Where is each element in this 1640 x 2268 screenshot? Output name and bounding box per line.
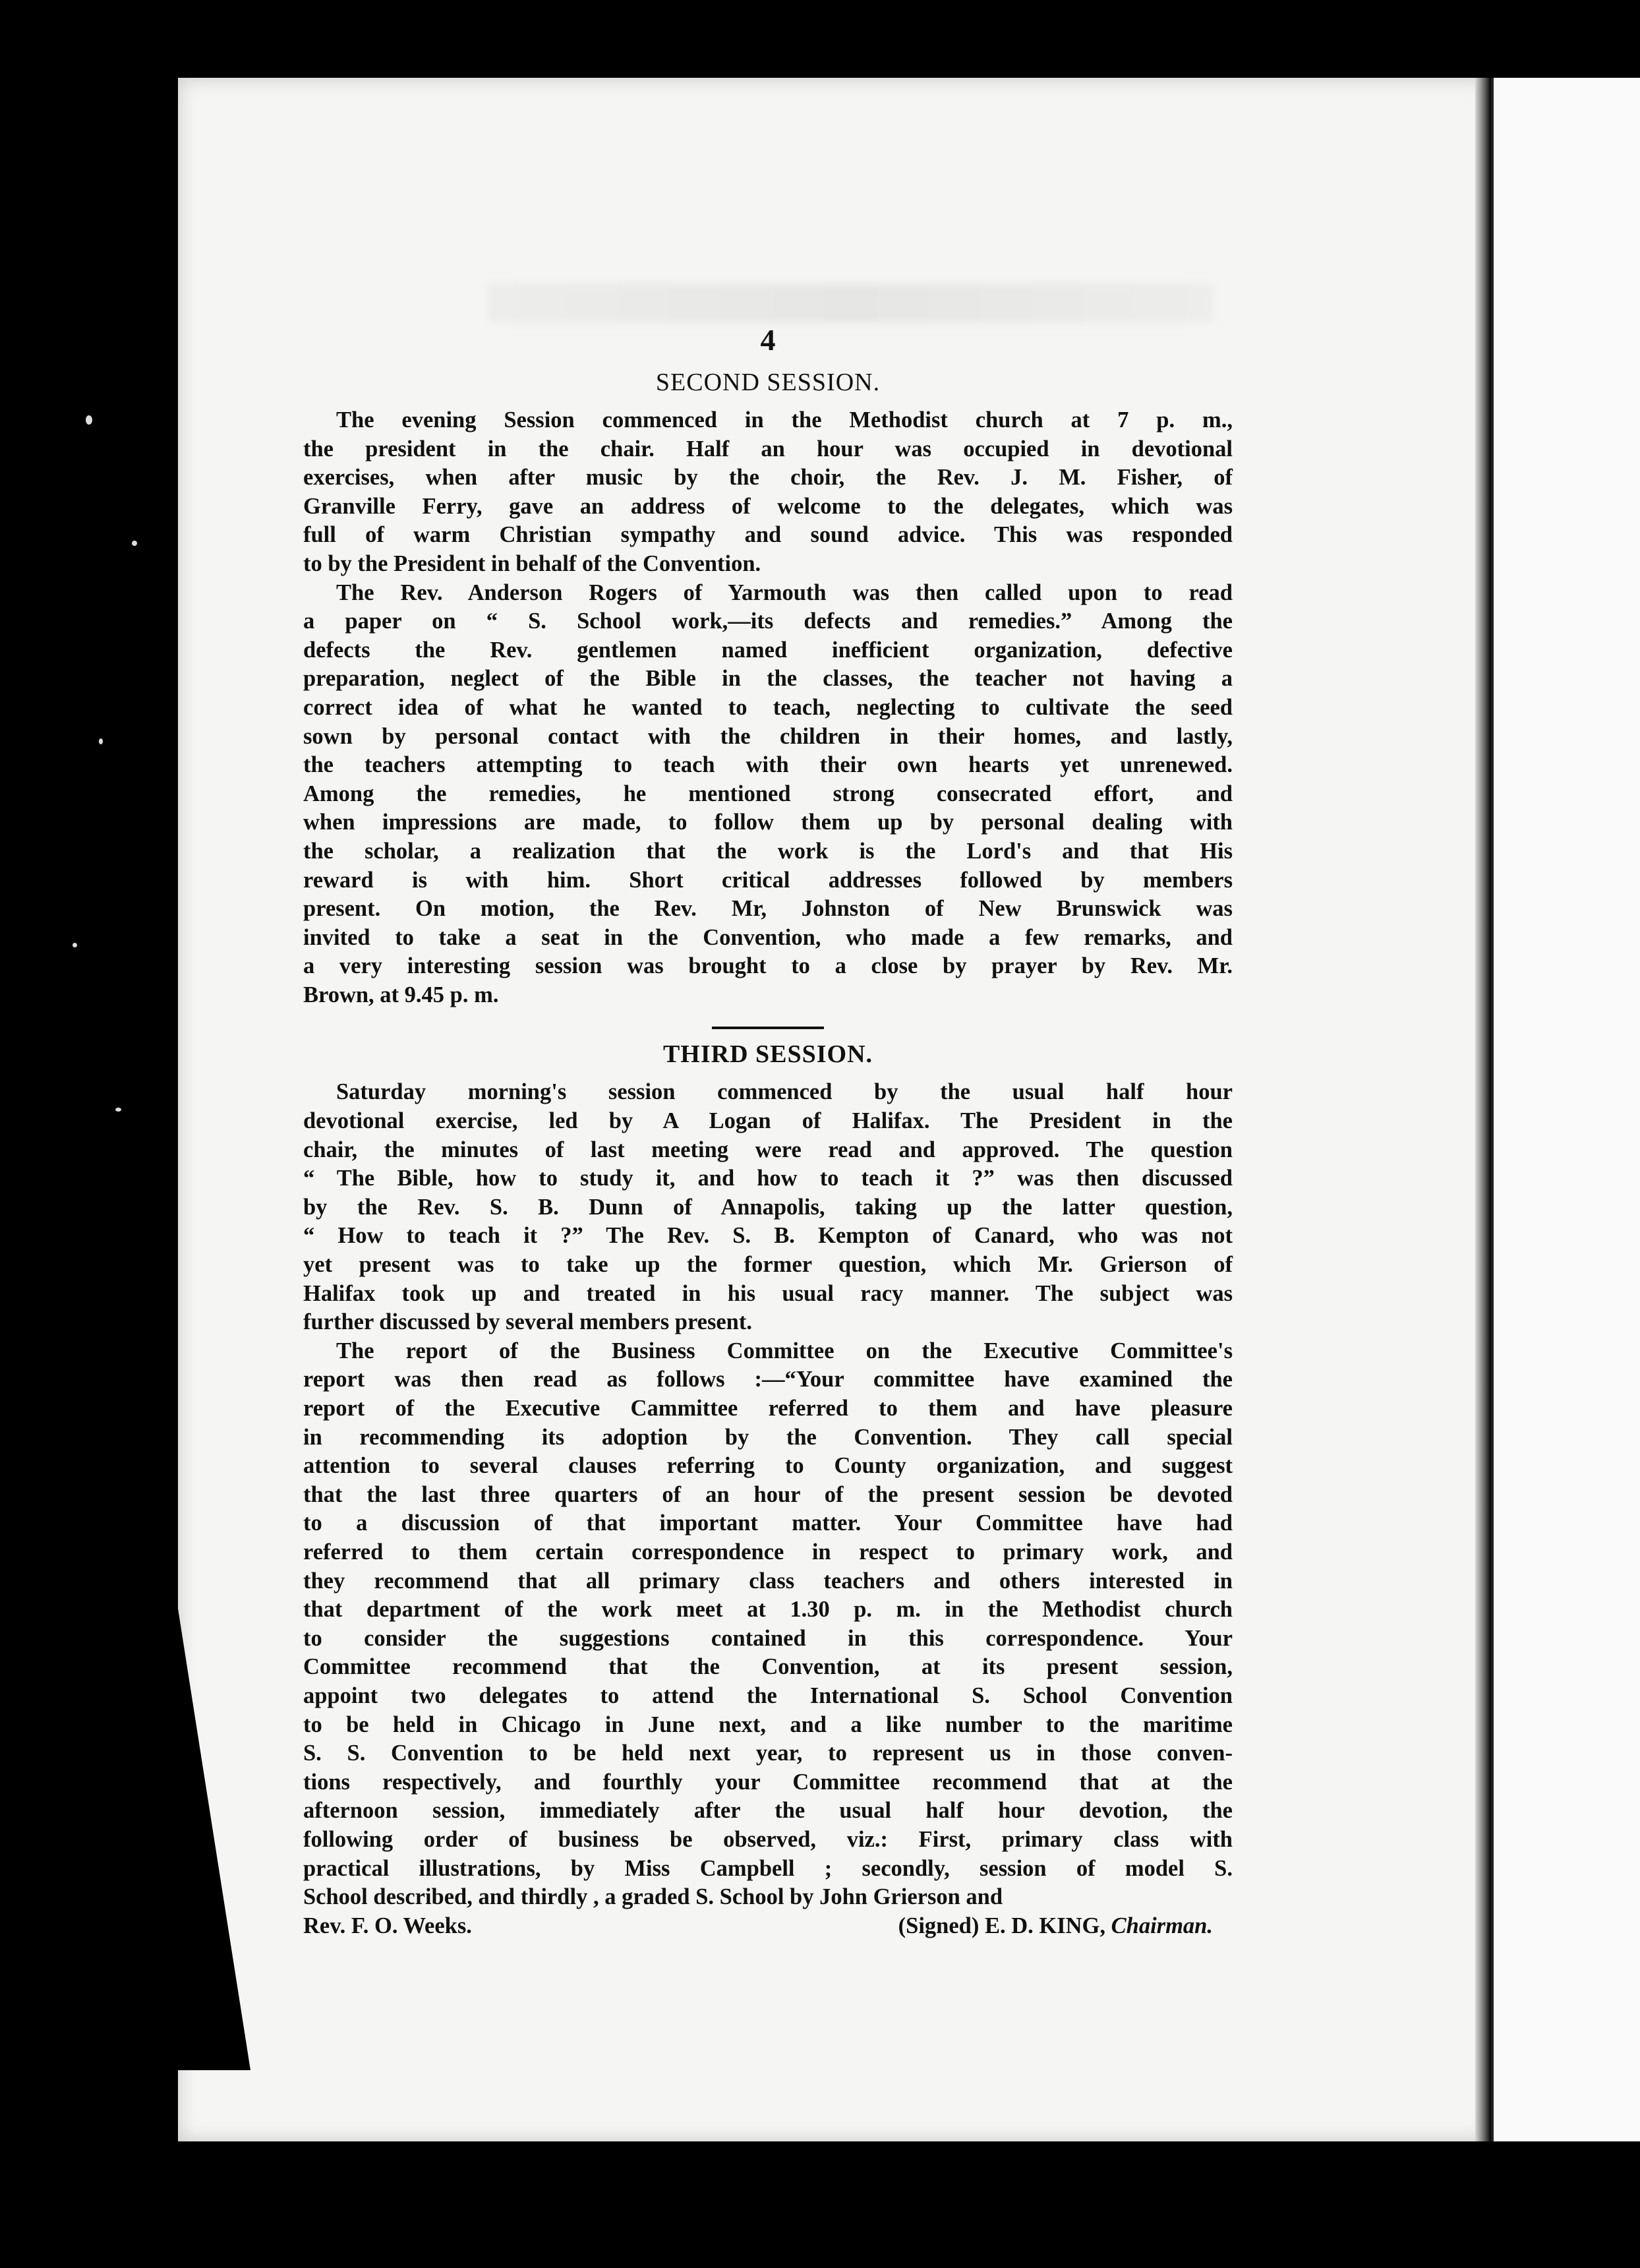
text-line: the teachers attempting to teach with their own hearts yet unrenewed. <box>303 752 1233 778</box>
text-line: to by the President in behalf of the Convention. <box>303 551 761 576</box>
page-number: 4 <box>760 323 776 357</box>
second-session-heading: SECOND SESSION. <box>655 369 881 396</box>
third-session-heading: THIRD SESSION. <box>662 1040 873 1069</box>
text-line: defects the Rev. gentlemen named inefficient organization, defective <box>303 637 1233 663</box>
paragraph <box>303 1337 1233 1912</box>
text-line: reward is with him. Short critical addresses followed by members <box>303 867 1233 893</box>
signature-line <box>303 1912 1233 1941</box>
text-line: referred to them certain correspondence in respect to primary work, and <box>303 1539 1233 1565</box>
third-session-section <box>303 1038 1233 1940</box>
dust-speck <box>86 415 92 425</box>
text-line: “ The Bible, how to study it, and how to teach it ?” was then discussed <box>303 1166 1233 1191</box>
text-line: correct idea of what he wanted to teach, neglecting to cultivate the seed <box>303 694 1233 720</box>
paragraph <box>303 406 1233 579</box>
text-line: attention to several clauses referring to County organization, and suggest <box>303 1453 1233 1479</box>
text-line: a paper on “ S. School work,—its defects and remedies.” Among the <box>303 609 1233 634</box>
signed-title: Chairman. <box>1111 1913 1213 1938</box>
text-line: that the last three quarters of an hour of the present session be devoted <box>303 1481 1233 1507</box>
text-line: by the Rev. S. B. Dunn of Annapolis, taking up the latter question, <box>303 1194 1233 1220</box>
text-line: Saturday morning's session commenced by the usual half hour <box>336 1079 1233 1105</box>
text-line: tions respectively, and fourthly your Committee recommend that at the <box>303 1769 1233 1795</box>
text-line: in recommending its adoption by the Convention. They call special <box>303 1424 1233 1450</box>
text-line: Halifax took up and treated in his usual racy manner. The subject was <box>303 1280 1233 1306</box>
text-line: the president in the chair. Half an hour was occupied in devotional <box>303 436 1233 462</box>
text-line: they recommend that all primary class teachers and others interested in <box>303 1568 1233 1594</box>
dust-speck <box>115 1108 121 1112</box>
text-line: the scholar, a realization that the work is the Lord's and that His <box>303 838 1233 864</box>
text-line: afternoon session, immediately after the usual half hour devotion, the <box>303 1798 1233 1824</box>
adjacent-page-edge <box>1491 78 1640 2141</box>
text-line: yet present was to take up the former question, which Mr. Grierson of <box>303 1252 1233 1278</box>
text-line: to be held in Chicago in June next, and a like number to the maritime <box>303 1712 1233 1737</box>
text-line: full of warm Christian sympathy and sound advice. This was responded <box>303 522 1233 548</box>
signed-name: (Signed) E. D. KING, <box>898 1913 1106 1938</box>
signed-block <box>898 1912 1213 1941</box>
second-session-section <box>303 367 1233 1009</box>
text-line: exercises, when after music by the choir, the Rev. J. M. Fisher, of <box>303 465 1233 491</box>
text-line: The report of the Business Committee on the Executive Committee's <box>336 1338 1233 1363</box>
paragraph <box>303 579 1233 1010</box>
text-line: Among the remedies, he mentioned strong consecrated effort, and <box>303 781 1233 806</box>
third-session-body <box>303 1078 1233 1911</box>
bleed-through-text <box>488 284 1213 323</box>
text-line: when impressions are made, to follow them up by personal dealing with <box>303 810 1233 835</box>
closing-name: Rev. F. O. Weeks. <box>303 1913 472 1938</box>
page-content <box>303 322 1233 1940</box>
text-line: sown by personal contact with the children in their homes, and lastly, <box>303 723 1233 749</box>
text-line: appoint two delegates to attend the International S. School Convention <box>303 1683 1233 1708</box>
text-line: further discussed by several members present. <box>303 1309 752 1335</box>
text-line: Brown, at 9.45 p. m. <box>303 982 499 1007</box>
text-line: practical illustrations, by Miss Campbell ; secondly, session of model S. <box>303 1855 1233 1881</box>
text-line: that department of the work meet at 1.30 p. m. in the Methodist church <box>303 1597 1233 1623</box>
section-divider <box>712 1027 824 1029</box>
text-line: The Rev. Anderson Rogers of Yarmouth was then called upon to read <box>336 580 1233 605</box>
dust-speck <box>132 541 137 546</box>
text-line: to consider the suggestions contained in this correspondence. Your <box>303 1625 1233 1651</box>
text-line: a very interesting session was brought to a close by prayer by Rev. Mr. <box>303 953 1233 979</box>
text-line: invited to take a seat in the Convention, who made a few remarks, and <box>303 924 1233 950</box>
text-line: devotional exercise, led by A Logan of Halifax. The President in the <box>303 1108 1233 1134</box>
text-line: School described, and thirdly , a graded S. School by John Grierson and <box>303 1884 1003 1910</box>
text-line: preparation, neglect of the Bible in the classes, the teacher not having a <box>303 666 1233 692</box>
text-line: to a discussion of that important matter. Your Committee have had <box>303 1510 1233 1536</box>
paragraph <box>303 1078 1233 1336</box>
text-line: Committee recommend that the Convention, at its present session, <box>303 1654 1233 1680</box>
second-session-body <box>303 406 1233 1009</box>
text-line: S. S. Convention to be held next year, to represent us in those conven- <box>303 1741 1233 1766</box>
dust-speck <box>99 738 103 744</box>
text-line: report of the Executive Cammittee referred to them and have pleasure <box>303 1396 1233 1421</box>
text-line: Granville Ferry, gave an address of welcome to the delegates, which was <box>303 493 1233 519</box>
text-line: The evening Session commenced in the Methodist church at 7 p. m., <box>336 407 1233 433</box>
dust-speck <box>73 943 77 947</box>
text-line: chair, the minutes of last meeting were read and approved. The question <box>303 1137 1233 1162</box>
text-line: “ How to teach it ?” The Rev. S. B. Kempton of Canard, who was not <box>303 1223 1233 1249</box>
text-line: following order of business be observed, viz.: First, primary class with <box>303 1826 1233 1852</box>
page-gutter <box>1475 78 1491 2141</box>
text-line: present. On motion, the Rev. Mr, Johnston of New Brunswick was <box>303 896 1233 922</box>
text-line: report was then read as follows :—“Your committee have examined the <box>303 1367 1233 1392</box>
